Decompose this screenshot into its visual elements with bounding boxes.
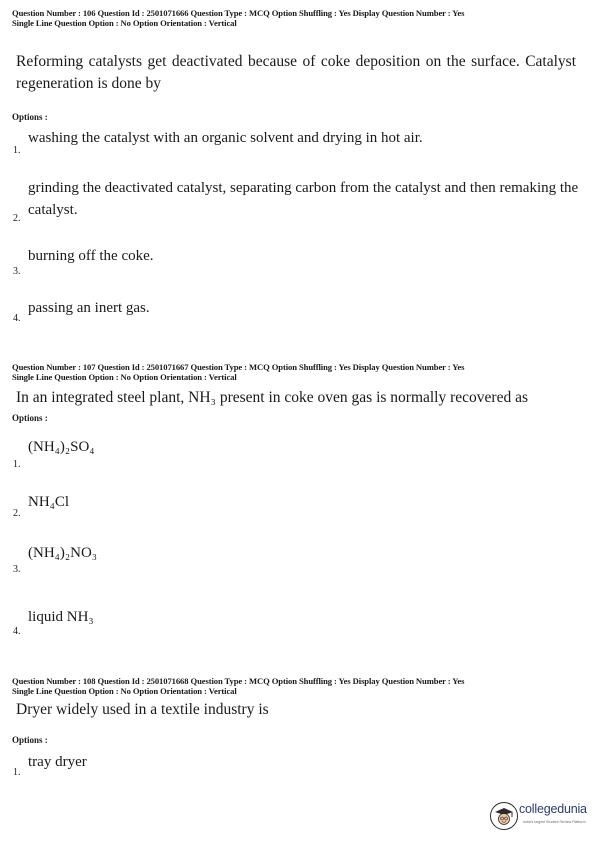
question-text: In an integrated steel plant, NH₃ present in coke oven gas is normally recovered as [16,389,528,406]
question-meta-line-2: Single Line Question Option : No Option Orientation : Vertical [12,686,237,696]
option-number: 1. [13,459,21,470]
question-meta-line-1: Question Number : 106 Question Id : 2501071666 Question Type : MCQ Option Shuffling : Yes Display Question Number : Yes [12,8,465,18]
option-number: 2. [13,213,21,224]
question-meta [12,8,572,28]
option-number: 3. [13,564,21,575]
question-text: Reforming catalysts get deactivated because of coke deposition on the surface. Catalyst regeneration is done by [16,53,576,92]
option-text: passing an inert gas. [28,300,150,316]
option-text: liquid NH₃ [28,609,94,625]
option-text: (NH₄)₂SO₄ [28,439,95,455]
options-label: Options : [12,112,48,122]
option-number: 4. [13,626,21,637]
graduate-mascot-icon [490,802,518,830]
logo-wordmark: collegedunia [519,802,587,816]
option-number: 3. [13,266,21,277]
option-number: 4. [13,313,21,324]
question-meta-line-2: Single Line Question Option : No Option Orientation : Vertical [12,372,237,382]
options-label: Options : [12,735,48,745]
collegedunia-logo [490,800,590,834]
option-number: 1. [13,145,21,156]
options-label: Options : [12,413,48,423]
question-meta-line-1: Question Number : 108 Question Id : 2501071668 Question Type : MCQ Option Shuffling : Yes Display Question Number : Yes [12,676,465,686]
question-meta-line-2: Single Line Question Option : No Option Orientation : Vertical [12,18,237,28]
option-text: grinding the deactivated catalyst, separating carbon from the catalyst and then remaking the catalyst. [28,180,579,218]
option-text: (NH₄)₂NO₃ [28,545,98,561]
logo-tagline: India's largest Student Review Platform [523,820,586,824]
option-text: washing the catalyst with an organic solvent and drying in hot air. [28,130,423,146]
option-text: burning off the coke. [28,248,154,264]
option-text: NH₄Cl [28,494,70,510]
option-text: tray dryer [28,754,87,770]
question-meta [12,362,572,382]
option-number: 2. [13,508,21,519]
question-text: Dryer widely used in a textile industry is [16,701,269,718]
option-number: 1. [13,767,21,778]
question-meta-line-1: Question Number : 107 Question Id : 2501071667 Question Type : MCQ Option Shuffling : Yes Display Question Number : Yes [12,362,465,372]
question-meta [12,676,572,696]
